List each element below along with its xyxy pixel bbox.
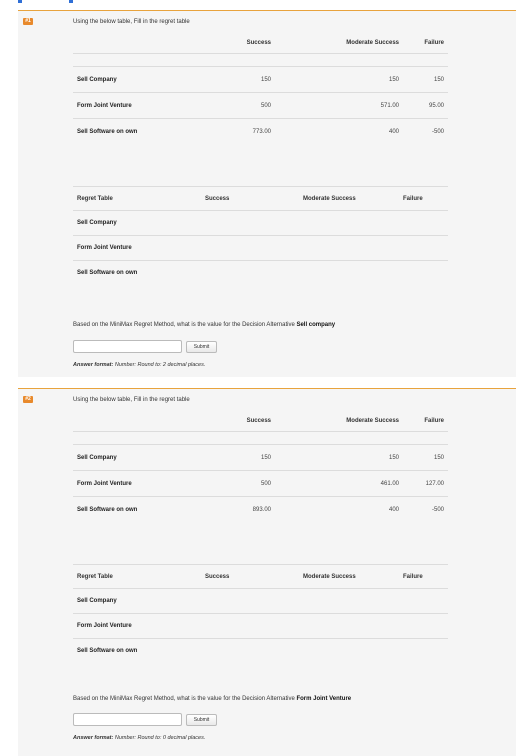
row-label: Sell Company bbox=[73, 67, 177, 93]
answer-format-text: Number: Round to: 0 decimal places. bbox=[114, 735, 206, 741]
answer-format bbox=[73, 735, 205, 741]
regret-header-cell: Failure bbox=[399, 565, 448, 589]
question-instruction: Using the below table, Fill in the regret table bbox=[73, 19, 190, 25]
table-row bbox=[73, 471, 448, 497]
table-cell: 571.00 bbox=[275, 93, 403, 119]
regret-row-label: Sell Company bbox=[73, 211, 448, 236]
prompt-text: Based on the MiniMax Regret Method, what is the value for the Decision Alternative bbox=[73, 322, 297, 328]
table-cell: 893.00 bbox=[177, 497, 275, 523]
table-cell: 400 bbox=[275, 497, 403, 523]
table-cell: 150 bbox=[177, 67, 275, 93]
regret-header-cell: Regret Table bbox=[73, 187, 201, 211]
question-prompt bbox=[73, 322, 335, 328]
regret-row bbox=[73, 589, 448, 614]
table-row bbox=[73, 445, 448, 471]
regret-header-row bbox=[73, 187, 448, 211]
regret-row bbox=[73, 261, 448, 286]
regret-row-label: Sell Software on own bbox=[77, 270, 138, 276]
regret-header-cell: Success bbox=[201, 187, 299, 211]
table-cell: 500 bbox=[177, 93, 275, 119]
regret-row-label: Form Joint Venture bbox=[73, 614, 448, 639]
prompt-alternative: Sell company bbox=[296, 322, 336, 328]
table-header-cell bbox=[73, 410, 177, 432]
question-number-badge: #2 bbox=[23, 396, 33, 403]
table-cell: 400 bbox=[275, 119, 403, 145]
answer-format bbox=[73, 362, 205, 368]
regret-header-cell: Success bbox=[201, 565, 299, 589]
table-cell: -500 bbox=[403, 119, 448, 145]
table-cell: 150 bbox=[275, 445, 403, 471]
table-spacer-row bbox=[73, 54, 448, 67]
submit-button[interactable]: Submit bbox=[186, 341, 217, 353]
table-cell: 461.00 bbox=[275, 471, 403, 497]
table-header-cell: Failure bbox=[403, 410, 448, 432]
question-instruction: Using the below table, Fill in the regret table bbox=[73, 397, 190, 403]
payoff-table bbox=[73, 32, 448, 144]
regret-header-cell: Failure bbox=[399, 187, 448, 211]
regret-row-label: Sell Company bbox=[73, 589, 448, 614]
table-header-cell: Success bbox=[177, 410, 275, 432]
table-cell: -500 bbox=[403, 497, 448, 523]
row-label: Sell Software on own bbox=[73, 119, 177, 145]
row-label: Form Joint Venture bbox=[73, 93, 177, 119]
regret-header-cell: Regret Table bbox=[73, 565, 201, 589]
table-row bbox=[73, 119, 448, 145]
row-label: Sell Software on own bbox=[73, 497, 177, 523]
table-header-row bbox=[73, 410, 448, 432]
answer-input[interactable] bbox=[73, 713, 182, 726]
table-header-row bbox=[73, 32, 448, 54]
table-header-cell: Moderate Success bbox=[275, 410, 403, 432]
top-marker-icon bbox=[18, 0, 22, 3]
regret-row bbox=[73, 211, 448, 236]
regret-table bbox=[73, 186, 448, 285]
regret-row bbox=[73, 614, 448, 639]
question-number-badge: #1 bbox=[23, 18, 33, 25]
regret-header-cell: Moderate Success bbox=[299, 565, 399, 589]
table-cell: 127.00 bbox=[403, 471, 448, 497]
table-header-cell: Success bbox=[177, 32, 275, 54]
table-header-cell: Moderate Success bbox=[275, 32, 403, 54]
regret-header-row bbox=[73, 565, 448, 589]
table-cell: 150 bbox=[403, 445, 448, 471]
question-prompt bbox=[73, 696, 351, 702]
regret-table bbox=[73, 564, 448, 663]
table-row bbox=[73, 497, 448, 523]
table-row bbox=[73, 67, 448, 93]
regret-row-label: Form Joint Venture bbox=[73, 236, 448, 261]
top-marker-icon bbox=[69, 0, 73, 3]
question-card-1 bbox=[18, 10, 516, 377]
prompt-text: Based on the MiniMax Regret Method, what is the value for the Decision Alternative bbox=[73, 696, 297, 702]
table-header-cell: Failure bbox=[403, 32, 448, 54]
submit-button[interactable]: Submit bbox=[186, 714, 217, 726]
table-spacer-row bbox=[73, 432, 448, 445]
regret-row bbox=[73, 639, 448, 664]
prompt-alternative: Form Joint Venture bbox=[296, 696, 352, 702]
table-row bbox=[73, 93, 448, 119]
table-header-cell bbox=[73, 32, 177, 54]
question-card-2 bbox=[18, 388, 516, 756]
answer-format-text: Number: Round to: 2 decimal places. bbox=[114, 362, 206, 368]
answer-input[interactable] bbox=[73, 340, 182, 353]
table-cell: 500 bbox=[177, 471, 275, 497]
table-cell: 150 bbox=[403, 67, 448, 93]
regret-row bbox=[73, 236, 448, 261]
row-label: Form Joint Venture bbox=[73, 471, 177, 497]
row-label: Sell Company bbox=[73, 445, 177, 471]
regret-header-cell: Moderate Success bbox=[299, 187, 399, 211]
table-cell: 150 bbox=[275, 67, 403, 93]
answer-format-label: Answer format: bbox=[73, 362, 114, 368]
payoff-table bbox=[73, 410, 448, 522]
answer-format-label: Answer format: bbox=[73, 735, 114, 741]
table-cell: 773.00 bbox=[177, 119, 275, 145]
regret-row-label: Sell Software on own bbox=[77, 648, 138, 654]
top-bar bbox=[0, 0, 516, 4]
table-cell: 150 bbox=[177, 445, 275, 471]
table-cell: 95.00 bbox=[403, 93, 448, 119]
